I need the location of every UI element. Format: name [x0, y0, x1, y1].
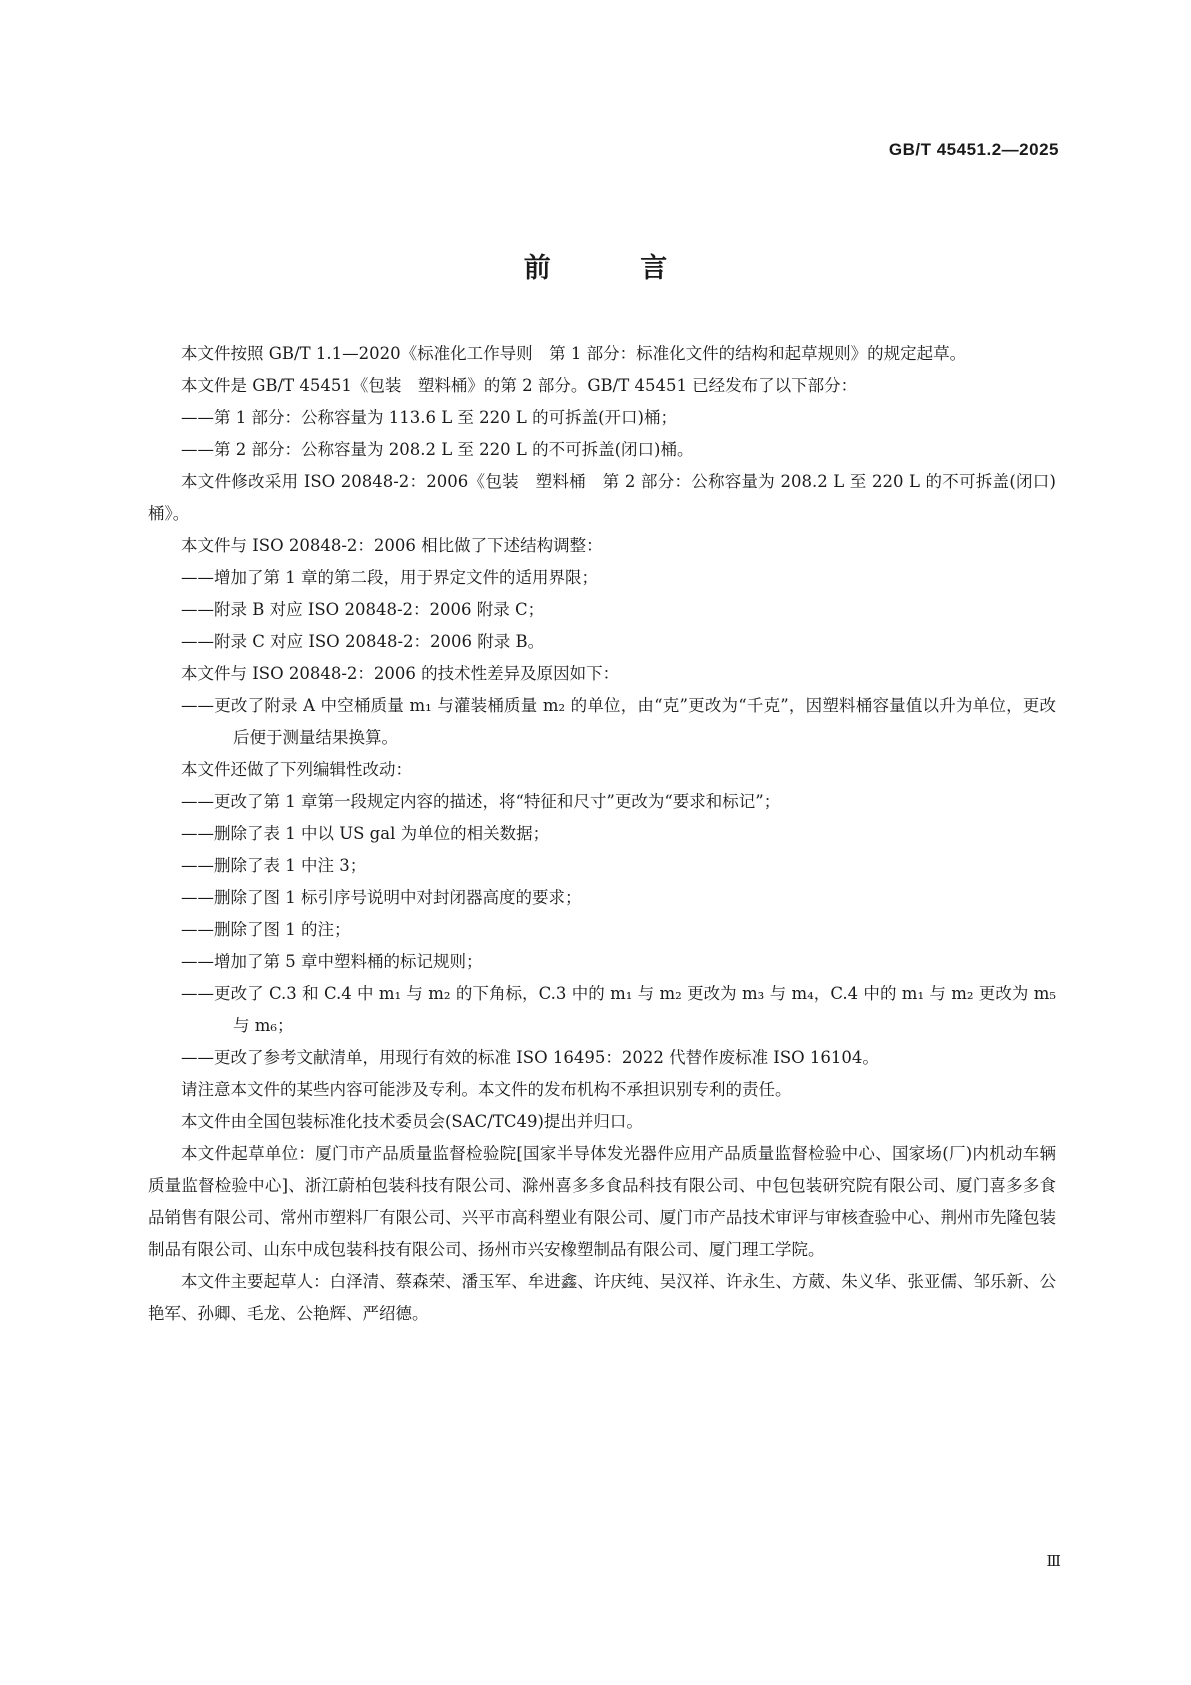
- page-number: Ⅲ: [1046, 1552, 1061, 1570]
- paragraph: 本文件修改采用 ISO 20848-2：2006《包装 塑料桶 第 2 部分：公称容量为 208.2 L 至 220 L 的不可拆盖(闭口)桶》。: [148, 472, 1056, 523]
- paragraph: 本文件与 ISO 20848-2：2006 的技术性差异及原因如下：: [181, 664, 620, 683]
- list-item: ——删除了图 1 标引序号说明中对封闭器高度的要求；: [181, 888, 582, 907]
- list-item: ——增加了第 1 章的第二段，用于界定文件的适用界限；: [181, 568, 598, 587]
- list-item: ——删除了图 1 的注；: [181, 920, 351, 939]
- paragraph: 请注意本文件的某些内容可能涉及专利。本文件的发布机构不承担识别专利的责任。: [181, 1080, 792, 1099]
- paragraph: 本文件是 GB/T 45451《包装 塑料桶》的第 2 部分。GB/T 45451 已经发布了以下部分：: [181, 376, 858, 395]
- list-item: ——更改了第 1 章第一段规定内容的描述，将“特征和尺寸”更改为“要求和标记”；: [181, 792, 781, 811]
- list-item: ——更改了附录 A 中空桶质量 m₁ 与灌装桶质量 m₂ 的单位，由“克”更改为“千克”，因塑料桶容量值以升为单位，更改后便于测量结果换算。: [181, 696, 1056, 747]
- list-item: ——增加了第 5 章中塑料桶的标记规则；: [181, 952, 483, 971]
- paragraph: 本文件与 ISO 20848-2：2006 相比做了下述结构调整：: [181, 536, 603, 555]
- list-item: ——删除了表 1 中以 US gal 为单位的相关数据；: [181, 824, 550, 843]
- paragraph: 本文件按照 GB/T 1.1—2020《标准化工作导则 第 1 部分：标准化文件的结构和起草规则》的规定起草。: [181, 344, 967, 363]
- list-item: ——第 2 部分：公称容量为 208.2 L 至 220 L 的不可拆盖(闭口)桶。: [181, 440, 694, 459]
- list-item: ——更改了 C.3 和 C.4 中 m₁ 与 m₂ 的下角标，C.3 中的 m₁ 与 m₂ 更改为 m₃ 与 m₄，C.4 中的 m₁ 与 m₂ 更改为 m₅ 与 m₆；: [181, 984, 1056, 1035]
- list-item: ——更改了参考文献清单，用现行有效的标准 ISO 16495：2022 代替作废标准 ISO 16104。: [181, 1048, 879, 1067]
- list-item: ——删除了表 1 中注 3；: [181, 856, 367, 875]
- list-item: ——附录 B 对应 ISO 20848-2：2006 附录 C；: [181, 600, 545, 619]
- paragraph: 本文件起草单位：厦门市产品质量监督检验院[国家半导体发光器件应用产品质量监督检验中心、国家场(厂)内机动车辆质量监督检验中心]、浙江蔚柏包装科技有限公司、滁州喜多多食品科技有限公司、中包包装研究院有限公司、厦门喜多多食品销售有限公司、常州市塑料厂有限公司、兴平市高科塑业有限公司、厦门市产品技术审评与审核查验中心、荆州市先隆包装制品有限公司、山东中成包装科技有限公司、扬州市兴安橡塑制品有限公司、厦门理工学院。: [148, 1144, 1056, 1259]
- paragraph: 本文件由全国包装标准化技术委员会(SAC/TC49)提出并归口。: [181, 1112, 643, 1131]
- page-title: 前 言: [523, 253, 708, 284]
- document-body: [148, 338, 1056, 1330]
- paragraph: 本文件还做了下列编辑性改动：: [181, 760, 412, 779]
- list-item: ——第 1 部分：公称容量为 113.6 L 至 220 L 的可拆盖(开口)桶；: [181, 408, 677, 427]
- list-item: ——附录 C 对应 ISO 20848-2：2006 附录 B。: [181, 632, 545, 651]
- standard-code: GB/T 45451.2—2025: [888, 140, 1059, 159]
- paragraph: 本文件主要起草人：白泽清、蔡森荣、潘玉军、牟进鑫、许庆纯、吴汉祥、许永生、方葳、朱义华、张亚儒、邹乐新、公艳军、孙卿、毛龙、公艳辉、严绍德。: [148, 1272, 1056, 1323]
